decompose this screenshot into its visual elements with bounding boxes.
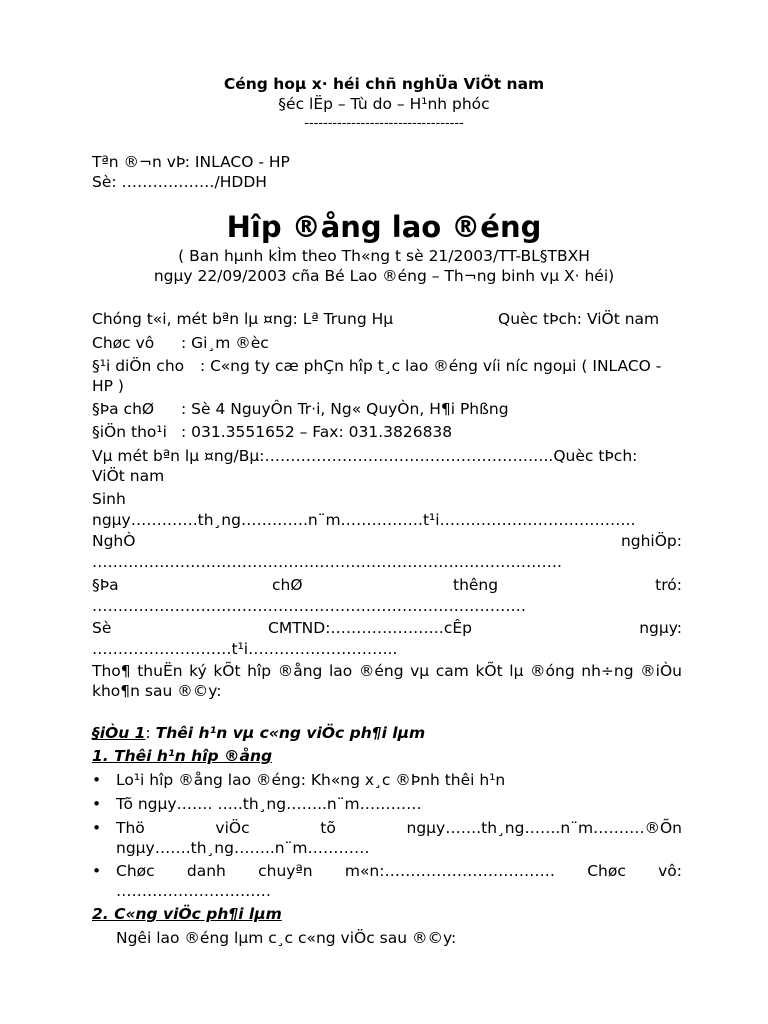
article-1-label: §iÒu 1 [92, 724, 146, 742]
occupation-line: ………………………………………………………………………………. [92, 553, 562, 571]
residence-line: ………………………………………………………………………… [92, 597, 526, 615]
employer-name: Chóng t«i, mét bªn lµ ¤ng: Lª Trung Hµ [92, 310, 394, 328]
representative-value: : C«ng ty cæ phÇn hîp t¸c lao ®éng víi níc ngoµi ( INLACO - HP ) [92, 357, 662, 395]
employer-nationality: Quèc tÞch: ViÖt nam [498, 310, 660, 328]
employee-nationality: ViÖt nam [92, 467, 165, 485]
dob-label: Sinh [92, 490, 126, 508]
bullet-probation: Thö viÖc tõ ngµy…….th¸ng…….n¨m……….®Õn ngµy…….th¸ng……..n¨m………… [116, 819, 682, 857]
contract-number: Sè: ………………/HDDH [92, 173, 267, 191]
section-1-heading [92, 746, 272, 766]
unit-name: Tªn ®¬n vÞ: INLACO - HP [92, 153, 290, 171]
employee-name-line: Vµ mét bªn lµ ¤ng/Bµ:………………………………………………..Quèc tÞch: [92, 447, 638, 465]
agreement-paragraph: Tho¶ thuËn ký kÕt hîp ®ång lao ®éng vµ cam kÕt lµ ®óng nh÷ng ®iÒu kho¶n sau ®©y: [92, 662, 682, 700]
address-value: : Sè 4 NguyÔn Tr·i, Ng« QuyÒn, H¶i Phßng [181, 400, 509, 418]
occupation-label-2: nghiÖp: [620, 532, 682, 550]
residence-word-3: thêng [453, 576, 499, 594]
phone-label: §iÖn tho¹i [92, 423, 167, 441]
subtitle-line-2: ngµy 22/09/2003 cña Bé Lao ®éng – Th¬ng binh vµ X· héi) [153, 267, 615, 285]
section-2-heading [92, 904, 282, 924]
bullet-icon: • [92, 819, 102, 837]
occupation-label-1: NghÒ [92, 532, 136, 550]
bullet-contract-type: Lo¹i hîp ®ång lao ®éng: Kh«ng x¸c ®Þnh thêi h¹n [116, 771, 506, 789]
id-word-3: ngµy: [639, 619, 682, 637]
document-title: Hîp ®ång lao ®éng [226, 210, 542, 244]
bullet-icon: • [92, 862, 102, 880]
article-1-colon: : [145, 724, 151, 742]
motto: §éc lËp – Tù do – H¹nh phóc [278, 95, 490, 113]
id-line: ………………………t¹i……………………….. [92, 640, 398, 658]
representative-label: §¹i diÖn cho [92, 357, 185, 375]
article-1-title: Thêi h¹n vµ c«ng viÖc ph¶i lµm [155, 724, 426, 742]
bullet-icon: • [92, 795, 102, 813]
bullet-start-date: Tõ ngµy……. …..th¸ng……..n¨m………… [116, 795, 422, 813]
section-1-title: 1. Thêi h¹n hîp ®ång [92, 747, 273, 765]
position-label: Chøc vô [92, 334, 155, 352]
bullet-job-title: Chøc danh chuyªn m«n:…………………………… Chøc vô: ………………………… [116, 862, 682, 900]
position-value: : Gi¸m ®èc [181, 334, 269, 352]
article-1-heading [92, 723, 425, 743]
subtitle-line-1: ( Ban hµnh kÌm theo Th«ng t sè 21/2003/TT-BL§TBXH [178, 247, 590, 265]
section-2-text: Ngêi lao ®éng lµm c¸c c«ng viÖc sau ®©y: [116, 929, 457, 947]
residence-word-1: §Þa [92, 576, 119, 594]
section-2-title: 2. C«ng viÖc ph¶i lµm [92, 905, 282, 923]
id-word-1: Sè [92, 619, 112, 637]
id-word-2: CMTND:………………….cÊp [268, 619, 472, 637]
residence-word-2: chØ [272, 576, 303, 594]
national-title: Céng hoµ x· héi chñ nghÜa ViÖt nam [223, 75, 545, 93]
dob-line: ngµy………….th¸ng………….n¨m…………….t¹i……………………………….. [92, 511, 636, 529]
bullet-icon: • [92, 771, 102, 789]
residence-word-4: tró: [655, 576, 682, 594]
address-label: §Þa chØ [92, 400, 155, 418]
header-divider: ---------------------------------- [304, 116, 464, 131]
phone-value: : 031.3551652 – Fax: 031.3826838 [181, 423, 453, 441]
